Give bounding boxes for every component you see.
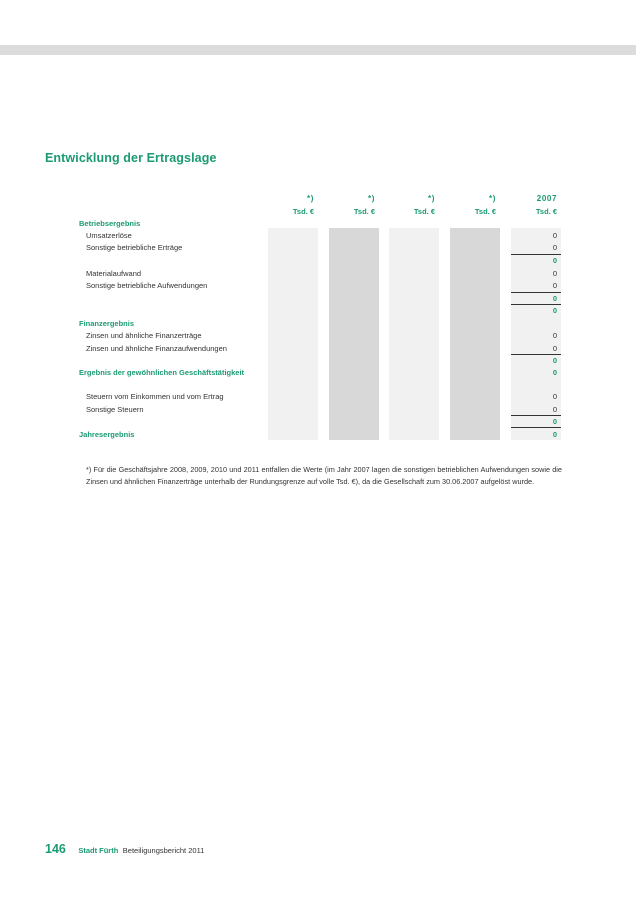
page-number: 146 [45,842,66,856]
column-stripe-4 [450,228,500,440]
value-zwischensumme-1: 0 [552,256,557,265]
row-label-zinsertraege: Zinsen und ähnliche Finanzerträge [86,331,202,340]
page-title: Entwicklung der Ertragslage [45,151,217,165]
column-unit-2007: Tsd. € [535,207,557,216]
value-materialaufwand: 0 [552,269,557,278]
sum-rule [511,415,561,416]
column-stripe-1 [268,228,318,440]
value-steuern-einkommen: 0 [552,392,557,401]
row-label-jahresergebnis: Jahresergebnis [79,430,135,439]
column-header-4: *) [489,194,496,203]
value-zwischensumme-3: 0 [552,417,557,426]
column-stripe-3 [389,228,439,440]
value-finanzergebnis: 0 [552,356,557,365]
column-unit-2: Tsd. € [353,207,375,216]
value-sonstige-ertraege: 0 [552,243,557,252]
column-unit-3: Tsd. € [413,207,435,216]
column-header-2: *) [368,194,375,203]
page-footer [45,840,204,858]
value-betriebsergebnis: 0 [552,306,557,315]
footnote [86,464,562,487]
sum-rule [511,254,561,255]
value-jahresergebnis: 0 [552,430,557,439]
column-header-1: *) [307,194,314,203]
sum-rule [511,427,561,428]
column-unit-1: Tsd. € [292,207,314,216]
column-stripe-2 [329,228,379,440]
report-title: Beteiligungsbericht 2011 [122,846,205,855]
value-sonstige-steuern: 0 [552,405,557,414]
column-header-3: *) [428,194,435,203]
row-label-betriebsergebnis: Betriebsergebnis [79,219,141,228]
publisher-name: Stadt Fürth [78,846,119,855]
row-label-materialaufwand: Materialaufwand [86,269,142,278]
column-header-2007: 2007 [536,194,557,203]
value-zinsaufwendungen: 0 [552,344,557,353]
row-label-sonstige-steuern: Sonstige Steuern [86,405,144,414]
value-ergebnis-gewoehnlich: 0 [552,368,557,377]
footnote-mark: *) [86,465,92,474]
sum-rule [511,292,561,293]
sum-rule [511,354,561,355]
row-label-steuern-einkommen: Steuern vom Einkommen und vom Ertrag [86,392,224,401]
value-zinsertraege: 0 [552,331,557,340]
footnote-text: Für die Geschäftsjahre 2008, 2009, 2010 und 2011 entfallen die Werte (im Jahr 2007 lagen die sonstigen betrieblichen Aufwendungen sowie die Zinsen und ähnlichen Finanzerträge unterhalb der Rundungsgrenze auf volle Tsd. €), da die Gesellschaft zum 30.06.2007 aufgelöst wurde. [86,465,562,486]
row-label-umsatzerloese: Umsatzerlöse [86,231,132,240]
row-label-sonstige-ertraege: Sonstige betriebliche Erträge [86,243,183,252]
value-umsatzerloese: 0 [552,231,557,240]
value-zwischensumme-2: 0 [552,294,557,303]
row-label-sonstige-aufwendungen: Sonstige betriebliche Aufwendungen [86,281,208,290]
sum-rule [511,304,561,305]
row-label-ergebnis-gewoehnlich: Ergebnis der gewöhnlichen Geschäftstätigkeit [79,368,245,377]
value-sonstige-aufwendungen: 0 [552,281,557,290]
column-unit-4: Tsd. € [474,207,496,216]
row-label-zinsaufwendungen: Zinsen und ähnliche Finanzaufwendungen [86,344,227,353]
top-band [0,45,636,55]
row-label-finanzergebnis: Finanzergebnis [79,319,135,328]
